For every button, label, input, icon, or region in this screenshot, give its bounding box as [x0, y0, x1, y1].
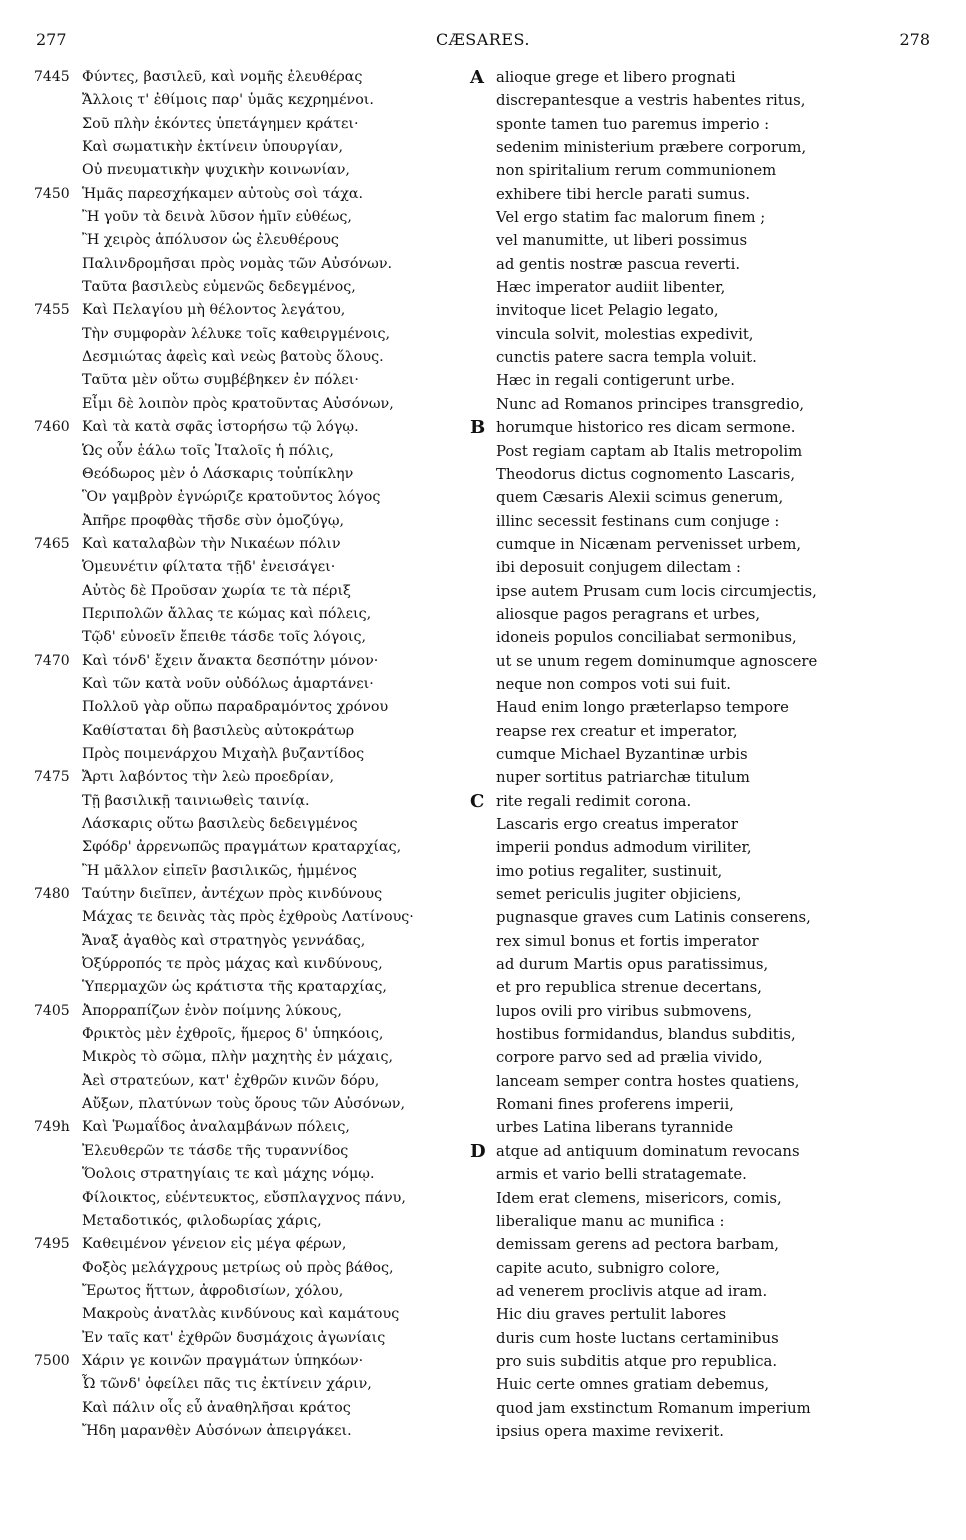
greek-verse-line	[34, 1023, 464, 1046]
page-number-left: 277	[36, 30, 67, 49]
greek-verse-text: Εἶμι δὲ λοιπὸν πρὸς κρατοῦντας Αὐσόνων,	[82, 395, 394, 412]
latin-verse-line	[470, 1116, 940, 1139]
latin-verse-line	[470, 696, 940, 719]
page-header	[0, 30, 966, 58]
latin-verse-line	[470, 743, 940, 766]
latin-verse-line	[470, 253, 940, 276]
greek-verse-line	[34, 1257, 464, 1280]
greek-verse-text: Καὶ τὰ κατὰ σφᾶς ἱστορήσω τῷ λόγῳ.	[82, 419, 359, 436]
greek-verse-line	[34, 556, 464, 579]
latin-verse-line	[470, 1397, 940, 1420]
greek-verse-text: Ταύτην διεῖπεν, ἀντέχων πρὸς κινδύνους	[82, 886, 383, 903]
greek-verse-line	[34, 906, 464, 929]
greek-verse-text: Καθειμένον γένειον εἰς μέγα φέρων,	[82, 1236, 347, 1253]
margin-letter: C	[470, 790, 485, 812]
latin-verse-text: quem Cæsaris Alexii scimus generum,	[496, 489, 784, 507]
latin-verse-line	[470, 1373, 940, 1396]
greek-verse-line	[34, 393, 464, 416]
latin-verse-line	[470, 720, 940, 743]
greek-verse-text: Καθίσταται δὴ βασιλεὺς αὐτοκράτωρ	[82, 722, 355, 739]
greek-verse-line	[34, 206, 464, 229]
latin-verse-text: reapse rex creatur et imperator,	[496, 722, 738, 740]
greek-verse-text: Ὑπερμαχῶν ὡς κράτιστα τῆς κραταρχίας,	[82, 979, 387, 996]
latin-verse-text: imperii pondus admodum viriliter,	[496, 839, 752, 857]
greek-verse-text: Ἀπορραπίζων ἐνὸν ποίμνης λύκους,	[82, 1002, 342, 1019]
greek-verse-line	[34, 1140, 464, 1163]
greek-verse-line	[34, 369, 464, 392]
greek-verse-line	[34, 416, 464, 439]
latin-verse-text: illinc secessit festinans cum conjuge :	[496, 512, 780, 530]
greek-verse-text: Ταῦτα μὲν οὕτω συμβέβηκεν ἐν πόλει·	[82, 372, 359, 389]
latin-verse-text: cunctis patere sacra templa voluit.	[496, 349, 757, 367]
line-number: 7475	[34, 769, 70, 786]
latin-verse-text: aliosque pagos peragrans et urbes,	[496, 605, 761, 623]
latin-verse-text: neque non compos voti sui fuit.	[496, 675, 731, 693]
greek-verse-line	[34, 1327, 464, 1350]
latin-verse-line	[470, 113, 940, 136]
latin-verse-line	[470, 580, 940, 603]
latin-verse-line	[470, 1257, 940, 1280]
greek-verse-text: Τῷδ' εὐνοεῖν ἔπειθε τάσδε τοῖς λόγοις,	[82, 629, 367, 646]
latin-verse-text: atque ad antiquum dominatum revocans	[496, 1142, 800, 1160]
latin-verse-text: cumque in Nicænam pervenisset urbem,	[496, 535, 802, 553]
line-number: 7500	[34, 1352, 70, 1369]
greek-verse-text: Ἄλλοις τ' ἐθίμοις παρ' ὑμᾶς κεχρημένοι.	[82, 92, 374, 109]
latin-verse-line	[470, 556, 940, 579]
greek-verse-line	[34, 1397, 464, 1420]
latin-verse-text: ibi deposuit conjugem dilectam :	[496, 559, 742, 577]
latin-verse-line	[470, 393, 940, 416]
line-number: 7445	[34, 69, 70, 85]
latin-verse-line	[470, 416, 940, 439]
greek-verse-text: Καὶ τῶν κατὰ νοῦν οὐδόλως ἁμαρτάνει·	[82, 675, 374, 692]
latin-verse-text: rex simul bonus et fortis imperator	[496, 932, 759, 950]
greek-verse-line	[34, 743, 464, 766]
greek-verse-text: Μεταδοτικός, φιλοδωρίας χάρις,	[82, 1212, 322, 1229]
latin-verse-text: Romani fines proferens imperii,	[496, 1096, 734, 1114]
latin-verse-line	[470, 650, 940, 673]
greek-verse-text: Πρὸς ποιμενάρχου Μιχαὴλ βυζαντίδος	[82, 745, 365, 762]
latin-verse-text: sponte tamen tuo paremus imperio :	[496, 115, 770, 133]
greek-verse-text: Καὶ καταλαβὼν τὴν Νικαέων πόλιν	[82, 535, 341, 552]
greek-verse-line	[34, 89, 464, 112]
latin-verse-line	[470, 323, 940, 346]
latin-verse-line	[470, 183, 940, 206]
greek-verse-line	[34, 346, 464, 369]
latin-verse-line	[470, 1187, 940, 1210]
latin-verse-line	[470, 510, 940, 533]
latin-verse-text: non spiritalium rerum communionem	[496, 162, 777, 180]
latin-verse-line	[470, 766, 940, 789]
latin-verse-text: et pro republica strenue decertans,	[496, 979, 762, 997]
latin-verse-text: lupos ovili pro viribus submovens,	[496, 1002, 752, 1020]
latin-verse-text: Haud enim longo præterlapso tempore	[496, 699, 789, 717]
greek-verse-text: Παλινδρομῆσαι πρὸς νομὰς τῶν Αὐσόνων.	[82, 255, 393, 272]
latin-verse-text: quod jam exstinctum Romanum imperium	[496, 1399, 811, 1417]
greek-verse-text: Ἄρτι λαβόντος τὴν λεὼ προεδρίαν,	[82, 769, 335, 786]
line-number: 7480	[34, 886, 70, 903]
greek-verse-text: Χάριν γε κοινῶν πραγμάτων ὑπηκόων·	[82, 1352, 364, 1369]
greek-verse-line	[34, 486, 464, 509]
latin-verse-line	[470, 1023, 940, 1046]
greek-verse-line	[34, 510, 464, 533]
latin-verse-text: Vel ergo statim fac malorum finem ;	[496, 209, 766, 227]
latin-verse-text: Theodorus dictus cognomento Lascaris,	[496, 465, 796, 483]
latin-verse-text: vincula solvit, molestias expedivit,	[496, 325, 754, 343]
latin-verse-text: idoneis populos conciliabat sermonibus,	[496, 629, 797, 647]
latin-verse-line	[470, 1350, 940, 1373]
greek-verse-text: Ὁμευνέτιν φίλτατα τῇδ' ἐνεισάγει·	[82, 559, 336, 576]
latin-verse-text: ipsius opera maxime revixerit.	[496, 1422, 724, 1440]
latin-verse-text: cumque Michael Byzantinæ urbis	[496, 745, 748, 763]
greek-column	[34, 66, 464, 1443]
greek-verse-text: Φοξὸς μελάγχρους μετρίως οὐ πρὸς βάθος,	[82, 1259, 394, 1276]
greek-verse-text: Ὅολοις στρατηγίαις τε καὶ μάχης νόμῳ.	[82, 1166, 375, 1183]
latin-verse-line	[470, 1000, 940, 1023]
greek-verse-text: Φύντες, βασιλεῦ, καὶ νομῆς ἐλευθέρας	[82, 69, 363, 85]
page-number-right: 278	[899, 30, 930, 49]
greek-verse-text: Καὶ σωματικὴν ἐκτίνειν ὑπουργίαν,	[82, 139, 343, 156]
line-number: 7460	[34, 419, 70, 436]
greek-verse-line	[34, 1046, 464, 1069]
greek-verse-line	[34, 1000, 464, 1023]
greek-verse-line	[34, 440, 464, 463]
latin-verse-text: discrepantesque a vestris habentes ritus,	[496, 92, 806, 110]
greek-verse-text: Ὀξύρροπός τε πρὸς μάχας καὶ κινδύνους,	[82, 956, 383, 973]
greek-verse-line	[34, 883, 464, 906]
latin-verse-line	[470, 953, 940, 976]
latin-verse-text: horumque historico res dicam sermone.	[496, 419, 796, 437]
latin-verse-text: corpore parvo sed ad prælia vivido,	[496, 1049, 763, 1067]
greek-verse-text: Σοῦ πλὴν ἑκόντες ὑπετάγημεν κράτει·	[82, 115, 359, 132]
greek-verse-line	[34, 696, 464, 719]
latin-verse-line	[470, 1420, 940, 1443]
latin-verse-text: vel manumitte, ut liberi possimus	[496, 232, 748, 250]
greek-verse-line	[34, 1420, 464, 1443]
greek-verse-text: Μικρὸς τὸ σῶμα, πλὴν μαχητὴς ἐν μάχαις,	[82, 1049, 394, 1066]
greek-verse-line	[34, 229, 464, 252]
latin-verse-text: ipse autem Prusam cum locis circumjectis,	[496, 582, 817, 600]
latin-verse-line	[470, 1233, 940, 1256]
greek-verse-line	[34, 1093, 464, 1116]
latin-verse-line	[470, 906, 940, 929]
greek-verse-text: Λάσκαρις οὕτω βασιλεὺς δεδειγμένος	[82, 816, 358, 832]
greek-verse-text: Μάχας τε δεινὰς τὰς πρὸς ἐχθροὺς Λατίνους·	[82, 909, 414, 926]
latin-verse-text: ad venerem proclivis atque ad iram.	[496, 1282, 768, 1300]
greek-verse-text: Τῇ βασιλικῇ ταινιωθεὶς ταινίᾳ.	[82, 792, 310, 809]
latin-verse-line	[470, 276, 940, 299]
latin-verse-line	[470, 66, 940, 89]
greek-verse-line	[34, 1210, 464, 1233]
greek-verse-text: Αὔξων, πλατύνων τοὺς ὅρους τῶν Αὐσόνων,	[82, 1096, 406, 1113]
greek-verse-line	[34, 580, 464, 603]
greek-verse-text: Καὶ Πελαγίου μὴ θέλοντος λεγάτου,	[82, 302, 346, 319]
latin-verse-text: capite acuto, subnigro colore,	[496, 1259, 721, 1277]
line-number: 7470	[34, 652, 70, 669]
greek-verse-line	[34, 673, 464, 696]
margin-letter: B	[470, 417, 486, 439]
greek-verse-line	[34, 813, 464, 836]
latin-verse-line	[470, 440, 940, 463]
greek-verse-line	[34, 650, 464, 673]
greek-verse-line	[34, 766, 464, 789]
greek-verse-text: Ἡμᾶς παρεσχήκαμεν αὐτοὺς σοὶ τάχα.	[82, 185, 364, 202]
greek-verse-line	[34, 603, 464, 626]
greek-verse-text: Φρικτὸς μὲν ἐχθροῖς, ἥμερος δ' ὑπηκόοις,	[82, 1026, 384, 1043]
latin-verse-line	[470, 976, 940, 999]
greek-verse-line	[34, 463, 464, 486]
latin-verse-text: hostibus formidandus, blandus subditis,	[496, 1026, 796, 1044]
greek-verse-line	[34, 323, 464, 346]
latin-verse-line	[470, 1046, 940, 1069]
latin-verse-text: demissam gerens ad pectora barbam,	[496, 1236, 779, 1254]
line-number: 7405	[34, 1002, 70, 1019]
latin-verse-line	[470, 346, 940, 369]
latin-verse-line	[470, 1163, 940, 1186]
greek-verse-text: Αὐτὸς δὲ Προῦσαν χωρία τε τὰ πέριξ	[82, 582, 351, 599]
greek-verse-line	[34, 1373, 464, 1396]
latin-verse-text: imo potius regaliter, sustinuit,	[496, 862, 723, 880]
greek-verse-text: Ἄναξ ἀγαθὸς καὶ στρατηγὸς γεννάδας,	[82, 932, 366, 949]
latin-verse-text: Nunc ad Romanos principes transgredio,	[496, 395, 805, 413]
latin-verse-line	[470, 626, 940, 649]
greek-verse-text: Ἢ γοῦν τὰ δεινὰ λῦσον ἡμῖν εὐθέως,	[82, 209, 352, 226]
latin-verse-line	[470, 89, 940, 112]
greek-verse-line	[34, 159, 464, 182]
latin-verse-line	[470, 1093, 940, 1116]
greek-verse-text: Ὦ τῶνδ' ὀφείλει πᾶς τις ἐκτίνειν χάριν,	[82, 1376, 372, 1393]
latin-verse-text: ad gentis nostræ pascua reverti.	[496, 255, 741, 273]
latin-verse-text: sedenim ministerium præbere corporum,	[496, 139, 807, 157]
latin-verse-text: ut se unum regem dominumque agnoscere	[496, 652, 818, 670]
latin-column	[470, 66, 940, 1443]
latin-verse-line	[470, 1210, 940, 1233]
greek-verse-text: Ἔρωτος ἥττων, ἀφροδισίων, χόλου,	[82, 1282, 344, 1299]
latin-verse-text: lanceam semper contra hostes quatiens,	[496, 1072, 800, 1090]
latin-verse-text: Idem erat clemens, misericors, comis,	[496, 1189, 782, 1207]
greek-verse-line	[34, 790, 464, 813]
latin-verse-line	[470, 1327, 940, 1350]
greek-verse-text: Ἐν ταῖς κατ' ἐχθρῶν δυσμάχοις ἀγωνίαις	[82, 1329, 386, 1346]
greek-verse-line	[34, 720, 464, 743]
greek-verse-text: Δεσμιώτας ἀφεὶς καὶ νεὼς βατοὺς ὅλους.	[82, 349, 384, 366]
greek-verse-line	[34, 533, 464, 556]
greek-verse-text: Ἢ μᾶλλον εἰπεῖν βασιλικῶς, ἡμμένος	[82, 862, 357, 879]
greek-verse-line	[34, 930, 464, 953]
greek-verse-text: Ὡς οὖν ἑάλω τοῖς Ἰταλοῖς ἡ πόλις,	[82, 442, 334, 459]
latin-verse-text: armis et vario belli stratagemate.	[496, 1166, 747, 1184]
margin-letter: A	[470, 67, 484, 88]
greek-verse-line	[34, 1233, 464, 1256]
line-number: 7450	[34, 185, 70, 202]
latin-verse-line	[470, 136, 940, 159]
latin-verse-line	[470, 206, 940, 229]
latin-verse-text: Lascaris ergo creatus imperator	[496, 816, 738, 833]
latin-verse-text: pro suis subditis atque pro republica.	[496, 1352, 778, 1370]
latin-verse-line	[470, 673, 940, 696]
greek-verse-text: Ὃν γαμβρὸν ἐγνώριζε κρατοῦντος λόγος	[82, 489, 381, 506]
greek-verse-text: Τὴν συμφορὰν λέλυκε τοῖς καθειργμένοις,	[82, 325, 391, 342]
latin-verse-text: Hæc imperator audiit libenter,	[496, 279, 726, 297]
latin-verse-line	[470, 299, 940, 322]
latin-verse-text: pugnasque graves cum Latinis conserens,	[496, 909, 811, 927]
greek-verse-text: Καὶ Ῥωμαΐδος ἀναλαμβάνων πόλεις,	[82, 1119, 350, 1136]
latin-verse-line	[470, 229, 940, 252]
greek-verse-text: Πολλοῦ γὰρ οὔπω παραδραμόντος χρόνου	[82, 699, 389, 716]
latin-verse-text: rite regali redimit corona.	[496, 792, 692, 810]
greek-verse-line	[34, 183, 464, 206]
latin-verse-line	[470, 1140, 940, 1163]
latin-verse-text: Hæc in regali contigerunt urbe.	[496, 372, 736, 390]
greek-verse-text: Ἤδη μαρανθὲν Αὐσόνων ἀπειργάκει.	[82, 1422, 352, 1439]
greek-verse-line	[34, 253, 464, 276]
greek-verse-text: Περιπολῶν ἄλλας τε κώμας καὶ πόλεις,	[82, 605, 372, 622]
latin-verse-text: exhibere tibi hercle parati sumus.	[496, 185, 751, 203]
greek-verse-text: Ἀπῆρε προφθὰς τῆσδε σὺν ὁμοζύγῳ,	[82, 512, 345, 529]
line-number: 7495	[34, 1236, 70, 1253]
greek-verse-text: Ἐλευθερῶν τε τάσδε τῆς τυραννίδος	[82, 1142, 349, 1159]
greek-verse-line	[34, 953, 464, 976]
latin-verse-line	[470, 860, 940, 883]
latin-verse-text: nuper sortitus patriarchæ titulum	[496, 769, 750, 787]
latin-verse-line	[470, 159, 940, 182]
greek-verse-line	[34, 976, 464, 999]
greek-verse-line	[34, 626, 464, 649]
line-number: 7465	[34, 535, 70, 552]
greek-verse-text: Θεόδωρος μὲν ὁ Λάσκαρις τοὐπίκλην	[82, 465, 354, 482]
latin-verse-line	[470, 930, 940, 953]
latin-verse-line	[470, 1303, 940, 1326]
latin-verse-text: invitoque licet Pelagio legato,	[496, 302, 719, 320]
margin-letter: D	[470, 1140, 486, 1162]
latin-verse-line	[470, 1070, 940, 1093]
greek-verse-line	[34, 299, 464, 322]
latin-verse-line	[470, 369, 940, 392]
greek-verse-text: Ἀεὶ στρατεύων, κατ' ἐχθρῶν κινῶν δόρυ,	[82, 1072, 380, 1089]
latin-verse-text: semet periculis jugiter objiciens,	[496, 886, 742, 904]
greek-verse-text: Καὶ πάλιν οἷς εὖ ἀναθηλῆσαι κράτος	[82, 1399, 351, 1416]
greek-verse-line	[34, 836, 464, 859]
greek-verse-line	[34, 113, 464, 136]
latin-verse-line	[470, 463, 940, 486]
greek-verse-text: Ἢ χειρὸς ἀπόλυσον ὡς ἐλευθέρους	[82, 232, 339, 249]
greek-verse-text: Καὶ τόνδ' ἔχειν ἄνακτα δεσπότην μόνον·	[82, 652, 379, 669]
greek-verse-line	[34, 1116, 464, 1139]
latin-verse-text: ad durum Martis opus paratissimus,	[496, 956, 769, 974]
latin-verse-line	[470, 603, 940, 626]
greek-verse-text: Σφόδρ' ἀρρενωπῶς πραγμάτων κραταρχίας,	[82, 839, 402, 856]
greek-verse-line	[34, 1187, 464, 1210]
latin-verse-line	[470, 836, 940, 859]
greek-verse-text: Ταῦτα βασιλεὺς εὐμενῶς δεδεγμένος,	[82, 279, 356, 296]
greek-verse-text: Φίλοικτος, εὐέντευκτος, εὔσπλαγχνος πάνυ,	[82, 1189, 406, 1206]
latin-verse-text: Post regiam captam ab Italis metropolim	[496, 442, 803, 460]
latin-verse-line	[470, 883, 940, 906]
line-number: 7455	[34, 302, 70, 319]
greek-verse-line	[34, 1303, 464, 1326]
greek-verse-line	[34, 860, 464, 883]
greek-verse-line	[34, 1070, 464, 1093]
greek-verse-line	[34, 1280, 464, 1303]
greek-verse-line	[34, 1163, 464, 1186]
latin-verse-line	[470, 486, 940, 509]
line-number: 749h	[34, 1119, 70, 1136]
latin-verse-text: alioque grege et libero prognati	[496, 69, 736, 86]
greek-verse-text: Μακροὺς ἀνατλὰς κινδύνους καὶ καμάτους	[82, 1306, 400, 1323]
latin-verse-text: Hic diu graves pertulit labores	[496, 1306, 727, 1324]
latin-verse-text: Huic certe omnes gratiam debemus,	[496, 1376, 770, 1394]
greek-verse-line	[34, 1350, 464, 1373]
greek-verse-text: Οὐ πνευματικὴν ψυχικὴν κοινωνίαν,	[82, 162, 350, 179]
latin-verse-text: liberalique manu ac munifica :	[496, 1212, 725, 1230]
running-title: CÆSARES.	[436, 30, 530, 49]
latin-verse-line	[470, 790, 940, 813]
greek-verse-line	[34, 136, 464, 159]
latin-verse-line	[470, 533, 940, 556]
latin-verse-line	[470, 1280, 940, 1303]
greek-verse-line	[34, 66, 464, 89]
latin-verse-text: duris cum hoste luctans certaminibus	[496, 1329, 779, 1347]
greek-verse-line	[34, 276, 464, 299]
latin-verse-line	[470, 813, 940, 836]
latin-verse-text: urbes Latina liberans tyrannide	[496, 1119, 734, 1137]
